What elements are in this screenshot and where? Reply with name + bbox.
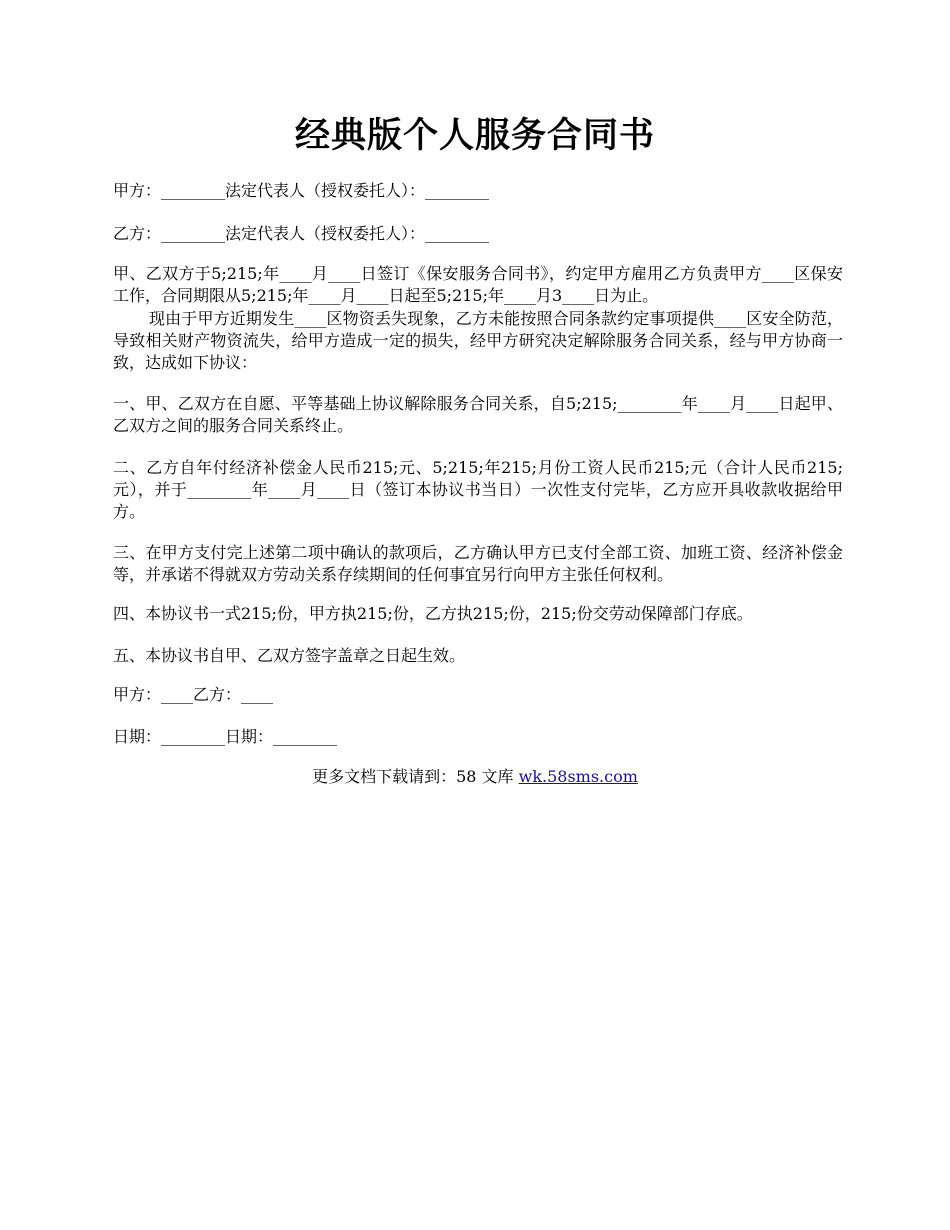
footer-link[interactable]: wk.58sms.com [518,767,638,786]
clause-2: 二、乙方自年付经济补偿金人民币215;元、5;215;年215;月份工资人民币215;元（合计人民币215;元），并于________年____月____日（签订本协议书当日）一次性支付完毕，乙方应开具收款收据给甲方。 [113,458,843,521]
clause-3: 三、在甲方支付完上述第二项中确认的款项后，乙方确认甲方已支付全部工资、加班工资、经济补偿金等，并承诺不得就双方劳动关系存续期间的任何事宜另行向甲方主张任何权利。 [113,543,843,584]
date-line: 日期：________日期：________ [113,727,338,746]
clause-4: 四、本协议书一式215;份，甲方执215;份，乙方执215;份，215;份交劳动保障部门存底。 [113,604,753,623]
party-a-line: 甲方：________法定代表人（授权委托人）：________ [113,181,490,200]
signature-line: 甲方：____乙方：____ [113,685,274,704]
intro-paragraph-2: 现由于甲方近期发生____区物资丢失现象，乙方未能按照合同条款约定事项提供____区安全防范，导致相关财产物资流失，给甲方造成一定的损失，经甲方研究决定解除服务合同关系，经与甲方协商一致，达成如下协议： [113,309,843,372]
party-b-line: 乙方：________法定代表人（授权委托人）：________ [113,224,490,243]
clause-1: 一、甲、乙双方在自愿、平等基础上协议解除服务合同关系，自5;215;________年____月____日起甲、乙双方之间的服务合同关系终止。 [113,394,843,435]
document-title: 经典版个人服务合同书 [294,115,655,156]
clause-5: 五、本协议书自甲、乙双方签字盖章之日起生效。 [113,646,466,665]
footer-prefix: 更多文档下载请到：58 文库 [312,767,519,786]
footer [0,766,950,788]
intro-paragraph-1: 甲、乙双方于5;215;年____月____日签订《保安服务合同书》，约定甲方雇用乙方负责甲方____区保安工作，合同期限从5;215;年____月____日起至5;215;年____月3____日为止。 [113,264,843,305]
